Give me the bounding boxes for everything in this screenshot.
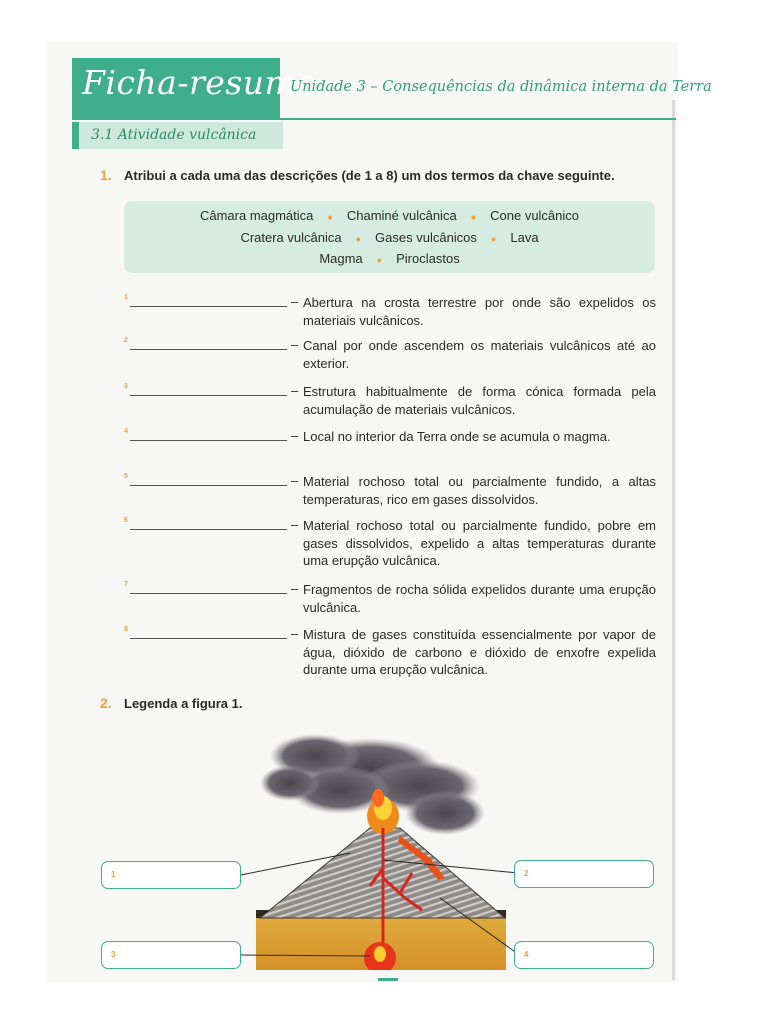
section-title: 3.1 Atividade vulcânica — [91, 127, 257, 143]
item-description: Fragmentos de rocha sólida expelidos durante uma erupção vulcânica. — [303, 582, 656, 615]
bullet-icon: ● — [490, 233, 497, 244]
answer-blank[interactable] — [130, 529, 287, 530]
answer-blank[interactable] — [130, 440, 287, 441]
question-1-number: 1. — [100, 167, 112, 183]
answer-blank[interactable] — [130, 395, 287, 396]
item-description: Material rochoso total ou parcialmente fundido, a altas temperaturas, rico em gases dissolvidos. — [303, 474, 656, 507]
page-footer-mark — [378, 978, 398, 981]
question-1-prompt: Atribui a cada uma das descrições (de 1 a 8) um dos termos da chave seguinte. — [124, 168, 615, 183]
item-number: 6 — [124, 517, 128, 524]
term-key-item: Gases vulcânicos — [375, 230, 477, 245]
item-dash: – — [291, 294, 299, 309]
figure-label-box-1[interactable] — [101, 861, 241, 889]
item-dash: – — [291, 626, 299, 641]
item-description: Material rochoso total ou parcialmente fundido, pobre em gases dissolvidos, expelido a altas temperaturas durante uma erupção vulcânica. — [303, 518, 656, 568]
item-dash: – — [291, 581, 299, 596]
page-title: Ficha-resumo — [82, 63, 317, 102]
term-key-item: Magma — [319, 251, 363, 266]
answer-blank[interactable] — [130, 349, 287, 350]
term-key-item: Lava — [510, 230, 539, 245]
item-number: 2 — [124, 337, 128, 344]
bullet-icon: ● — [376, 254, 383, 265]
item-dash: – — [291, 337, 299, 352]
item-number: 3 — [124, 383, 128, 390]
item-number: 8 — [124, 626, 128, 633]
item-description: Mistura de gases constituída essencialmente por vapor de água, dióxido de carbono e dióxido de enxofre expelida durante uma erupção vulcânica. — [303, 627, 656, 677]
label-number: 2 — [524, 869, 529, 878]
page-edge — [672, 100, 675, 980]
volcano-figure — [100, 728, 660, 970]
term-key-row — [124, 208, 655, 223]
item-description: Estrutura habitualmente de forma cónica formada pela acumulação de materiais vulcânicos. — [303, 384, 656, 417]
item-number: 7 — [124, 581, 128, 588]
answer-blank[interactable] — [130, 485, 287, 486]
answer-blank[interactable] — [130, 306, 287, 307]
item-number: 1 — [124, 294, 128, 301]
item-description: Abertura na crosta terrestre por onde são expelidos os materiais vulcânicos. — [303, 295, 656, 328]
magma-core — [374, 946, 386, 962]
item-description: Local no interior da Terra onde se acumula o magma. — [303, 429, 611, 444]
bullet-icon: ● — [327, 211, 333, 222]
item-dash: – — [291, 517, 299, 532]
term-key-item: Câmara magmática — [199, 208, 314, 223]
term-key-row — [124, 230, 655, 245]
figure-label-box-2[interactable] — [514, 860, 654, 888]
term-key-item: Cratera vulcânica — [240, 230, 342, 245]
section-banner-accent — [72, 122, 79, 149]
item-number: 4 — [124, 428, 128, 435]
figure-label-box-4[interactable] — [514, 941, 654, 969]
term-key-row — [124, 251, 655, 266]
label-number: 1 — [111, 870, 116, 879]
item-dash: – — [291, 428, 299, 443]
item-dash: – — [291, 383, 299, 398]
term-key-box — [124, 201, 655, 273]
bullet-icon: ● — [470, 211, 477, 222]
term-key-item: Piroclastos — [396, 251, 460, 266]
term-key-item: Cone vulcânico — [490, 208, 580, 223]
term-key-item: Chaminé vulcânica — [346, 208, 457, 223]
question-2-prompt: Legenda a figura 1. — [124, 696, 243, 711]
figure-label-box-3[interactable] — [101, 941, 241, 969]
bullet-icon: ● — [355, 233, 362, 244]
item-description: Canal por onde ascendem os materiais vulcânicos até ao exterior. — [303, 338, 656, 371]
answer-blank[interactable] — [130, 593, 287, 594]
item-dash: – — [291, 473, 299, 488]
header-divider — [72, 118, 676, 120]
label-number: 3 — [111, 950, 116, 959]
unit-subtitle: Unidade 3 – Consequências da dinâmica interna da Terra — [290, 79, 712, 95]
answer-blank[interactable] — [130, 638, 287, 639]
question-2-number: 2. — [100, 695, 112, 711]
item-number: 5 — [124, 473, 128, 480]
label-number: 4 — [524, 950, 529, 959]
